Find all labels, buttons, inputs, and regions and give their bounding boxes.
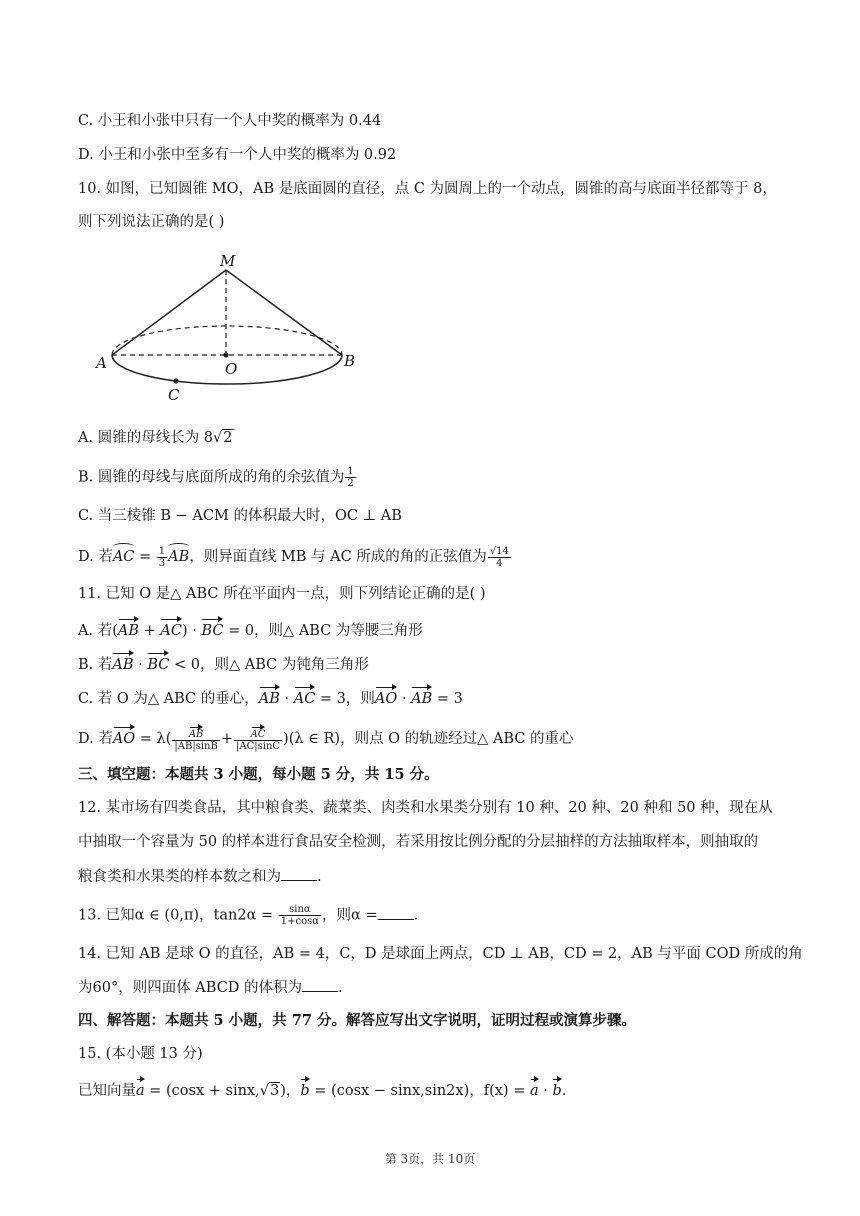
text: . — [413, 907, 419, 924]
q10-option-b — [78, 466, 357, 489]
text: 13. 已知α ∈ (0,π)，tan2α = — [78, 907, 278, 924]
q14-line2 — [78, 977, 343, 998]
denominator: 2 — [347, 478, 354, 489]
numerator: 1 — [347, 466, 354, 477]
sqrt: √3 — [259, 1083, 280, 1099]
denominator: |AC|sinC — [236, 741, 281, 752]
text: = 3，则 — [315, 691, 375, 707]
radicand: 3 — [269, 1083, 280, 1099]
text: 粮食类和水果类的样本数之和为 — [78, 869, 281, 885]
denominator: 4 — [496, 557, 503, 569]
fraction — [157, 546, 167, 569]
text: )， — [280, 1083, 301, 1099]
text: = — [134, 549, 156, 565]
text: · — [397, 691, 412, 707]
text: = λ( — [135, 731, 172, 747]
text: + — [139, 623, 161, 639]
vector: AB — [259, 686, 280, 709]
numerator: sinα — [279, 904, 321, 916]
point-o — [223, 352, 228, 357]
cone-figure — [92, 250, 356, 408]
arc-ac: AC — [113, 543, 135, 567]
text: · — [133, 657, 148, 673]
vector: AC — [160, 618, 182, 641]
vector: BC — [201, 618, 223, 641]
vector: a — [530, 1078, 539, 1101]
label-c: C — [168, 386, 180, 404]
text: . — [338, 980, 343, 996]
q10-option-b-text: B. 圆锥的母线与底面所成的角的余弦值为 — [78, 469, 345, 486]
text: . — [317, 869, 322, 885]
text: D. 若 — [78, 549, 113, 565]
label-m: M — [220, 252, 236, 270]
text: 已知向量 — [78, 1083, 136, 1099]
sqrt: √2 — [213, 430, 233, 446]
vector: AO — [113, 726, 135, 749]
text: )(λ ∈ R)，则点 O 的轨迹经过△ ABC 的重心 — [283, 731, 574, 747]
text: B. 若 — [78, 657, 113, 673]
text: ) · — [181, 623, 202, 639]
text: A. 若( — [78, 623, 118, 639]
vector: AB — [189, 726, 204, 740]
q10-option-a — [78, 428, 234, 448]
q13 — [78, 904, 418, 927]
text: · — [279, 691, 294, 707]
arc-ab: AB — [168, 543, 189, 567]
text: . — [561, 1083, 567, 1099]
page-footer: 第 3页，共 10页 — [384, 1152, 476, 1166]
generatrix-mb — [226, 270, 342, 355]
vector: AC — [294, 686, 316, 709]
vector: b — [300, 1078, 309, 1101]
q14-line1: 14. 已知 AB 是球 O 的直径，AB = 4，C，D 是球面上两点，CD ⊥ AB，CD = 2，AB 与平面 COD 所成的角 — [78, 946, 803, 962]
text: · — [538, 1083, 553, 1099]
denominator: 3 — [158, 557, 166, 569]
q15-stem — [78, 1078, 566, 1101]
vector: BC — [147, 652, 169, 675]
q11-stem: 11. 已知 O 是△ ABC 所在平面内一点，则下列结论正确的是( ) — [78, 586, 486, 602]
text: D. 若 — [78, 731, 113, 747]
q10-option-d — [78, 543, 512, 569]
radicand: 2 — [223, 430, 233, 446]
q11-option-d — [78, 726, 574, 752]
vector: AO — [375, 686, 397, 709]
text: = 3 — [432, 691, 463, 707]
q9-option-c: C. 小王和小张中只有一个人中奖的概率为 0.44 — [78, 113, 382, 129]
point-c — [173, 378, 178, 383]
vector: AC — [251, 726, 266, 740]
fraction — [234, 726, 282, 752]
q12-line2: 中抽取一个容量为 50 的样本进行食品安全检测，若采用按比例分配的分层抽样的方法抽取样本，则抽取的 — [78, 834, 759, 850]
section-3-heading: 三、填空题：本题共 3 小题，每小题 5 分，共 15 分。 — [78, 766, 439, 783]
fraction — [488, 546, 511, 569]
numerator: 1 — [158, 545, 166, 557]
q11-option-a — [78, 618, 423, 641]
vector: b — [552, 1078, 561, 1101]
text: C. 若 O 为△ ABC 的垂心， — [78, 691, 259, 707]
q10-stem-line2: 则下列说法正确的是( ) — [78, 214, 225, 230]
numerator — [172, 726, 219, 741]
q10-option-a-text: A. 圆锥的母线长为 8 — [78, 430, 214, 446]
text: = (cosx + sinx, — [144, 1083, 260, 1099]
fraction — [345, 466, 355, 489]
numerator: √14 — [489, 545, 509, 557]
label-b: B — [344, 352, 356, 370]
vector: AB — [118, 618, 139, 641]
generatrix-ma — [112, 270, 226, 355]
text: 为60°，则四面体 ABCD 的体积为 — [78, 980, 303, 996]
vector: a — [136, 1078, 145, 1101]
section-4-heading: 四、解答题：本题共 5 小题，共 77 分。解答应写出文字说明，证明过程或演算步骤。 — [78, 1012, 636, 1029]
answer-blank — [302, 977, 338, 992]
text: + — [220, 731, 233, 747]
text: < 0，则△ ABC 为钝角三角形 — [169, 657, 369, 673]
text: = (cosx − sinx,sin2x)，f(x) = — [309, 1083, 530, 1099]
q9-option-d: D. 小王和小张中至多有一个人中奖的概率为 0.92 — [78, 147, 397, 163]
text: = 0，则△ ABC 为等腰三角形 — [223, 623, 423, 639]
q10-stem-line1: 10. 如图，已知圆锥 MO，AB 是底面圆的直径，点 C 为圆周上的一个动点，圆锥的高与底面半径都等于 8， — [78, 181, 777, 197]
answer-blank — [378, 905, 414, 920]
numerator — [234, 726, 282, 741]
fraction — [172, 726, 219, 752]
q11-option-b — [78, 652, 369, 675]
vector: AB — [112, 652, 133, 675]
q11-option-c — [78, 686, 463, 709]
denominator: |AB|sinB — [174, 741, 218, 752]
denominator: 1+cosα — [280, 916, 320, 927]
fraction — [279, 904, 321, 927]
q12-line1: 12. 某市场有四类食品，其中粮食类、蔬菜类、肉类和水果类分别有 10 种、20 种、20 种和 50 种，现在从 — [78, 800, 773, 816]
label-o: O — [225, 360, 238, 378]
label-a: A — [96, 354, 107, 372]
text: ，则异面直线 MB 与 AC 所成的角的正弦值为 — [189, 549, 487, 565]
q12-line3 — [78, 866, 322, 887]
vector: AB — [411, 686, 432, 709]
text: ，则α = — [322, 907, 378, 924]
answer-blank — [281, 866, 317, 881]
q15-heading: 15. (本小题 13 分) — [78, 1046, 203, 1062]
q10-option-c: C. 当三棱锥 B − ACM 的体积最大时，OC ⊥ AB — [78, 508, 402, 524]
